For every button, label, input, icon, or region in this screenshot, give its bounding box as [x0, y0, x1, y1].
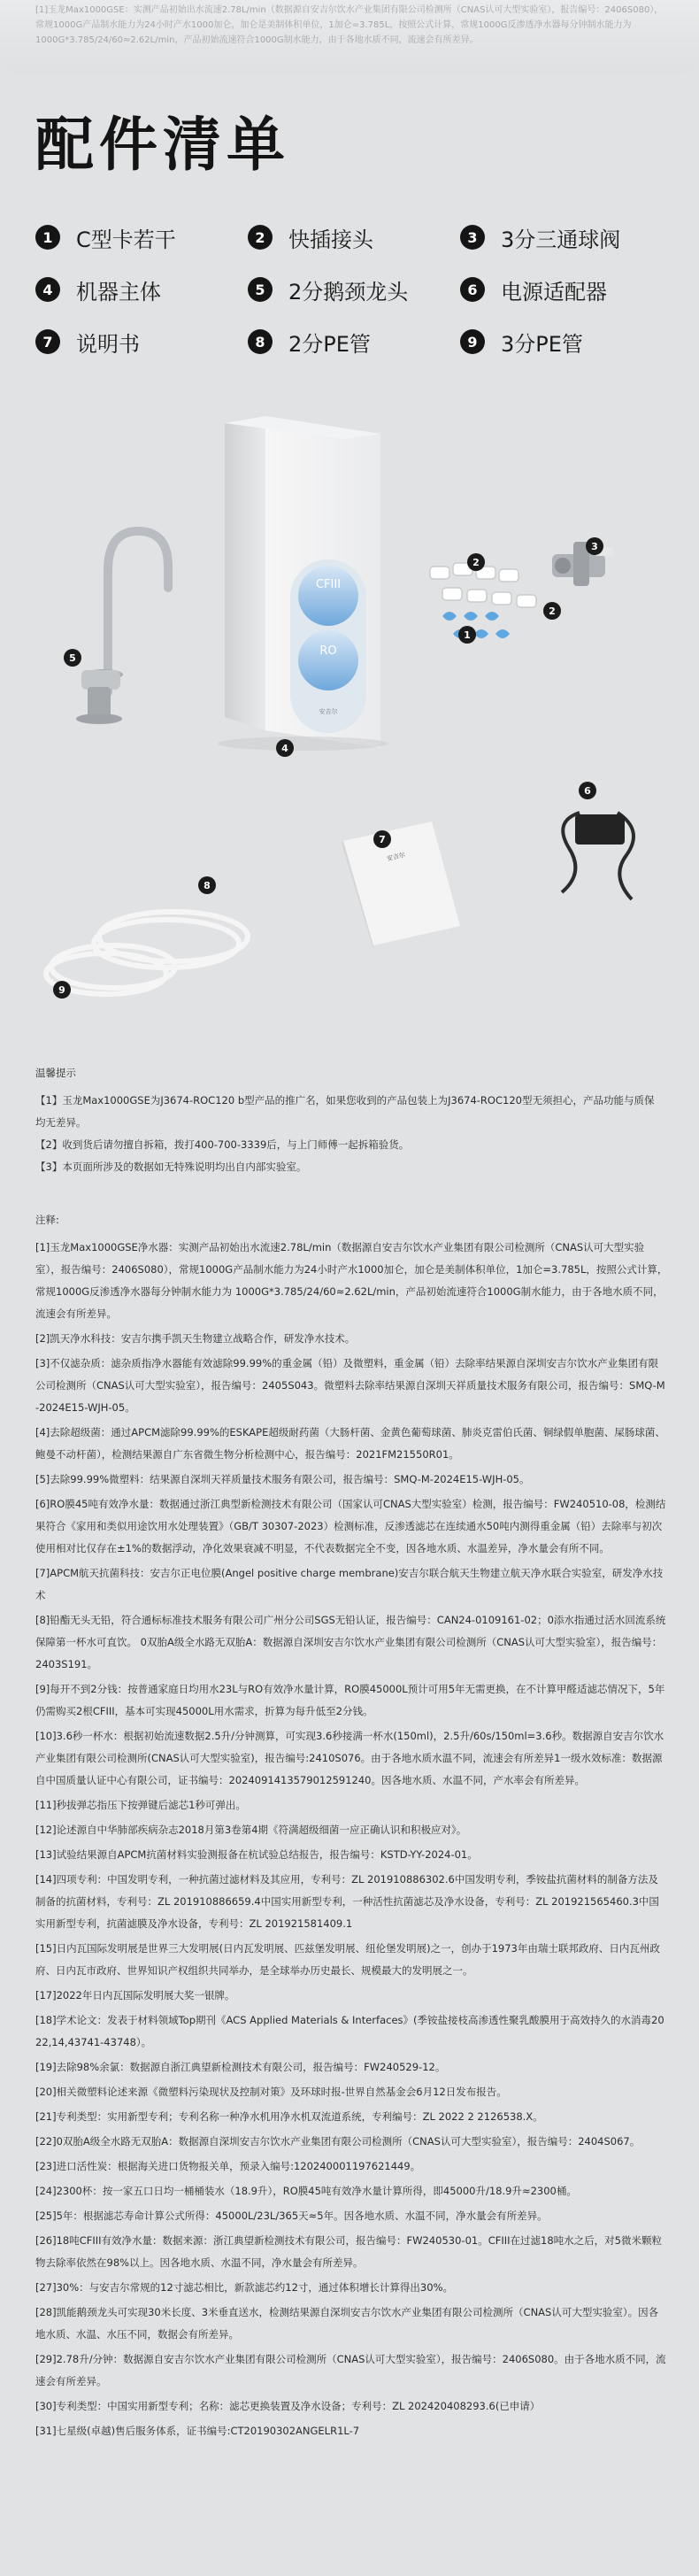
- note-item: [12]论述源自中华肺部疾病杂志2018月第3卷第4期《符满超级细菌一应正确认识和积极应对》。: [35, 1824, 467, 1836]
- note-item: [2]凯天净水科技：安吉尔携手凯天生物建立战略合作，研发净水技术。: [35, 1332, 356, 1345]
- note-item: [23]进口活性炭：根据海关进口货物报关单，预录入编号:120240001197621449。: [35, 2160, 421, 2172]
- tip-item: 【1】玉龙Max1000GSE为J3674-ROC120 b型产品的推广名，如果您收到的产品包装上为J3674-ROC120型无须担心，产品功能与质保均无差异。: [35, 1094, 655, 1129]
- accessory-number-badge: 5: [248, 277, 273, 302]
- callout-badge: 1: [458, 626, 476, 644]
- accessories-photo: [0, 398, 699, 1036]
- callout-badge: 3: [586, 537, 603, 555]
- top-disclaimer-card: [0, 0, 699, 74]
- callout-badge: 9: [53, 981, 71, 999]
- note-item: [30]专利类型：中国实用新型专利；名称：滤芯更换装置及净水设备；专利号：ZL 202420408293.6(已申请）: [35, 2400, 541, 2412]
- cfiii-cartridge: [298, 566, 358, 626]
- callout-badge: 8: [198, 876, 216, 894]
- ro-cartridge: [298, 630, 358, 690]
- accessory-item: [35, 221, 176, 253]
- accessory-number-badge: 7: [35, 329, 60, 354]
- tip-item: 【3】本页面所涉及的数据如无特殊说明均出自内部实验室。: [35, 1161, 307, 1173]
- gooseneck-faucet: [76, 531, 168, 724]
- power-adapter: [562, 813, 634, 899]
- note-item: [10]3.6秒一杯水：根据初始流速数据2.5升/分钟测算，可实现3.6秒接满一杯水(150ml)，2.5升/60s/150ml=3.6秒。数据源自安吉尔饮水产业集团有限公司检测所(CNAS认可大型实验室)，报告编号:2410S076。由于各地水质水温不同，流速会有所差异1一级水效标准：数据源自中国质量认证中心有限公司，证书编号：2024091413579012591240。因各地水质、水温不同，产水率会有所差异。: [35, 1730, 664, 1786]
- manual-brand-text: 安吉尔: [386, 851, 406, 863]
- accessory-item: [248, 326, 371, 358]
- note-item: [31]七星级(卓越)售后服务体系，证书编号:CT20190302ANGELR1L-7: [35, 2425, 360, 2437]
- note-item: [24]2300杯：按一家五口日均一桶桶装水（18.9升），RO膜45吨有效净水量计算所得，即45000升/18.9升≈2300桶。: [35, 2185, 577, 2197]
- accessory-number-badge: 6: [460, 277, 485, 302]
- accessory-item: [460, 274, 607, 305]
- machine-body: [218, 416, 388, 751]
- note-item: [9]每开不到2分钱：按普通家庭日均用水23L与RO有效净水量计算，RO膜45000L预计可用5年无需更换，在不计算甲醛适滤芯情况下，5年仍需购买2根CFIII，基本可实现45000L用水需求，折算为每升低至2分钱。: [35, 1683, 665, 1717]
- accessory-item: [460, 221, 620, 253]
- accessory-label: 快插接头: [288, 227, 373, 252]
- accessory-item: [248, 274, 408, 305]
- accessory-item: [35, 274, 161, 305]
- tip-item: 【2】收到货后请勿擅自拆箱，拨打400-700-3339后，与上门师傅一起拆箱验货。: [35, 1138, 410, 1151]
- tee-ball-valve: [552, 542, 614, 586]
- callout-badge: 4: [276, 739, 294, 757]
- note-item: [25]5年：根据滤芯寿命计算公式所得：45000L/23L/365天≈5年。因各地水质、水温不同，净水量会有所差异。: [35, 2210, 548, 2222]
- note-item: [6]RO膜45吨有效净水量：数据通过浙江典型新检测技术有限公司（国家认可CNAS大型实验室）检测，报告编号：FW240510-08，检测结果符合《家用和类似用途饮用水处理装置》（GB/T 30307-2023）检测标准，反渗透滤芯在连续通水50吨内测得重金属（铅）去除率与初次使用相对比仅存在±1%的数据浮动，净化效果衰减不明显，不代表数据完全不变，因各地水质、水温差异，净水量会有所不同。: [35, 1498, 666, 1554]
- note-item: [17]2022年日内瓦国际发明展大奖一银牌。: [35, 1989, 235, 2001]
- machine-brand-text: 安吉尔: [319, 708, 338, 715]
- note-item: [14]四项专利：中国发明专利，一种抗菌过滤材料及其应用，专利号：ZL 201910886302.6中国发明专利，季铵盐抗菌材料的制备方法及制备的抗菌材料，专利号：ZL 201910886659.4中国实用新型专利，一种活性抗菌滤芯及净水设备，专利号：ZL 201921565460.3中国实用新型专利，抗菌滤膜及净水设备，专利号：ZL 201921581409.1: [35, 1873, 659, 1930]
- accessory-item: [248, 221, 373, 253]
- accessory-label: 3分PE管: [501, 331, 583, 357]
- note-item: [13]试验结果源自APCM抗菌材料实验测报备在杭试验总结报告，报告编号：KSTD-YY-2024-01。: [35, 1848, 478, 1861]
- accessory-number-badge: 9: [460, 329, 485, 354]
- tips-section: [35, 1062, 664, 1178]
- accessory-number-badge: 3: [460, 225, 485, 250]
- note-item: [7]APCM航天抗菌科技：安吉尔正电位膜(Angel positive charge membrane)安吉尔联合航天生物建立航天净水联合实验室，研发净水技术: [35, 1567, 664, 1601]
- accessory-number-badge: 1: [35, 225, 60, 250]
- note-item: [22]0双胎A级全水路无双胎A：数据源自深圳安吉尔饮水产业集团有限公司检测所（CNAS认可大型实验室），报告编号：2404S067。: [35, 2135, 641, 2148]
- accessory-number-badge: 4: [35, 277, 60, 302]
- note-item: [28]凯能鹅颈龙头可实现30米长度、3米垂直送水，检测结果源自深圳安吉尔饮水产业集团有限公司检测所（CNAS认可大型实验室）。因各地水质、水温、水压不同，数据会有所差异。: [35, 2306, 659, 2341]
- note-item: [18]学术论文：发表于材料领域Top期刊《ACS Applied Materials & Interfaces》(季铵盐接枝高渗透性聚乳酸膜用于高效持久的水消毒2022,14,43741-43748）。: [35, 2014, 664, 2048]
- page-title: 配件清单: [35, 111, 290, 179]
- note-item: [4]去除超级菌：通过APCM滤除99.99%的ESKAPE超级耐药菌（大肠杆菌、金黄色葡萄球菌、肺炎克雷伯氏菌、铜绿假单胞菌、屎肠球菌、鲍曼不动杆菌），检测结果源自广东省微生物分析检测中心，报告编号：2021FM21550R01。: [35, 1426, 665, 1461]
- accessory-label: 说明书: [76, 331, 140, 357]
- callout-badge: 6: [579, 782, 596, 799]
- cfiii-label: CFIII: [315, 578, 342, 591]
- manual: [342, 821, 460, 949]
- note-item: [5]去除99.99%微塑料：结果源自深圳天祥质量技术服务有限公司，报告编号：SMQ-M-2024E15-WJH-05。: [35, 1473, 530, 1485]
- note-item: [8]铅酯无头无铅，符合通标标准技术服务有限公司广州分公司SGS无铅认证，报告编号：CAN24-0109161-02；0添水指通过活水回流系统保障第一杯水可直饮。 0双胎A级全水路无双胎A：数据源自深圳安吉尔饮水产业集团有限公司检测所（CNAS认可大型实验室），报告编号：2403S191。: [35, 1614, 666, 1670]
- tips-title: 温馨提示: [35, 1067, 76, 1079]
- note-item: [1]玉龙Max1000GSE净水器：实测产品初始出水流速2.78L/min（数据源自安吉尔饮水产业集团有限公司检测所（CNAS认可大型实验室），报告编号：2406S080），常规1000G产品制水能力为24小时产水1000加仑，加仑是美制体积单位，1加仑=3.785L，按照公式计算，常规1000G反渗透净水器每分钟制水能力为 1000G*3.785/24/60≈2.62L/min，产品初始流速符合1000G制水能力，由于各地水质不同，流速会有所差异。: [35, 1241, 668, 1320]
- product-illustration: [0, 398, 699, 1036]
- accessory-label: 电源适配器: [501, 279, 607, 305]
- notes-title: 注释:: [35, 1214, 59, 1226]
- note-item: [26]18吨CFIII有效净水量：数据来源：浙江典望新检测技术有限公司，报告编号：FW240530-01。CFIII在过滤18吨水之后，对5微米颗粒物去除率依然在98%以上。因各地水质、水温不同，净水量会有所差异。: [35, 2234, 662, 2269]
- callout-badge: 7: [373, 830, 391, 848]
- callout-badge: 5: [64, 649, 81, 667]
- note-item: [29]2.78升/分钟：数据源自安吉尔饮水产业集团有限公司检测所（CNAS认可大型实验室），报告编号：2406S080。由于各地水质不同，流速会有所差异。: [35, 2353, 666, 2387]
- accessory-number-badge: 2: [248, 225, 273, 250]
- callout-badge: 2: [467, 553, 485, 571]
- note-item: [15]日内瓦国际发明展是世界三大发明展(日内瓦发明展、匹兹堡发明展、纽伦堡发明展)之一，创办于1973年由瑞士联邦政府、日内瓦州政府、日内瓦市政府、世界知识产权组织共同举办，是全球举办历史最长、规模最大的发明展之一。: [35, 1942, 660, 1977]
- accessory-number-badge: 8: [248, 329, 273, 354]
- accessory-item: [35, 326, 140, 358]
- note-item: [19]去除98%余氯：数据源自浙江典望新检测技术有限公司，报告编号：FW240529-12。: [35, 2061, 446, 2073]
- accessory-label: 2分PE管: [288, 331, 371, 357]
- accessory-label: 机器主体: [76, 279, 161, 305]
- accessory-label: 2分鹅颈龙头: [288, 279, 409, 305]
- accessory-label: 3分三通球阀: [501, 227, 621, 252]
- note-item: [3]不仅滤杂质：滤杂质指净水器能有效滤除99.99%的重金属（铅）及微塑料，重金属（铅）去除率结果源自深圳安吉尔饮水产业集团有限公司检测所（CNAS认可大型实验室），报告编号：2405S043。微塑料去除率结果源自深圳天祥质量技术服务有限公司，报告编号：SMQ-M-2024E15-WJH-05。: [35, 1357, 665, 1414]
- ro-label: RO: [319, 644, 337, 658]
- top-disclaimer-text: [1]玉龙Max1000GSE：实测产品初始出水流速2.78L/min（数据源自安吉尔饮水产业集团有限公司检测所（CNAS认可大型实验室），报告编号：2406S080），常规1000G产品制水能力为24小时产水1000加仑，加仑是美制体积单位，1加仑=3.785L，按照公式计算，常规1000G反渗透净水器每分钟制水能力为1000G*3.785/24/60≈2.62L/min，产品初始流速符合1000G制水能力，由于各地水质不同，流速会有所差异。: [35, 5, 664, 45]
- callout-badge: 2: [543, 602, 561, 620]
- note-item: [11]秒拔弹芯指压下按弹键后滤芯1秒可弹出。: [35, 1799, 246, 1811]
- note-item: [27]30%：与安吉尔常规的12寸滤芯相比，新款滤芯约12寸，通过体积增长计算得出30%。: [35, 2281, 453, 2294]
- pe-tube-coils: [46, 912, 248, 994]
- note-item: [20]相关微塑料论述来源《微塑料污染现状及控制对策》及环球时报-世界自然基金会6月12日发布报告。: [35, 2086, 507, 2098]
- quick-connectors: [430, 563, 536, 638]
- note-item: [21]专利类型：实用新型专利；专利名称一种净水机用净水机双流道系统，专利编号：ZL 2022 2 2126538.X。: [35, 2110, 543, 2123]
- accessory-label: C型卡若干: [76, 227, 176, 252]
- accessory-item: [460, 326, 583, 358]
- notes-section: [35, 1209, 668, 2445]
